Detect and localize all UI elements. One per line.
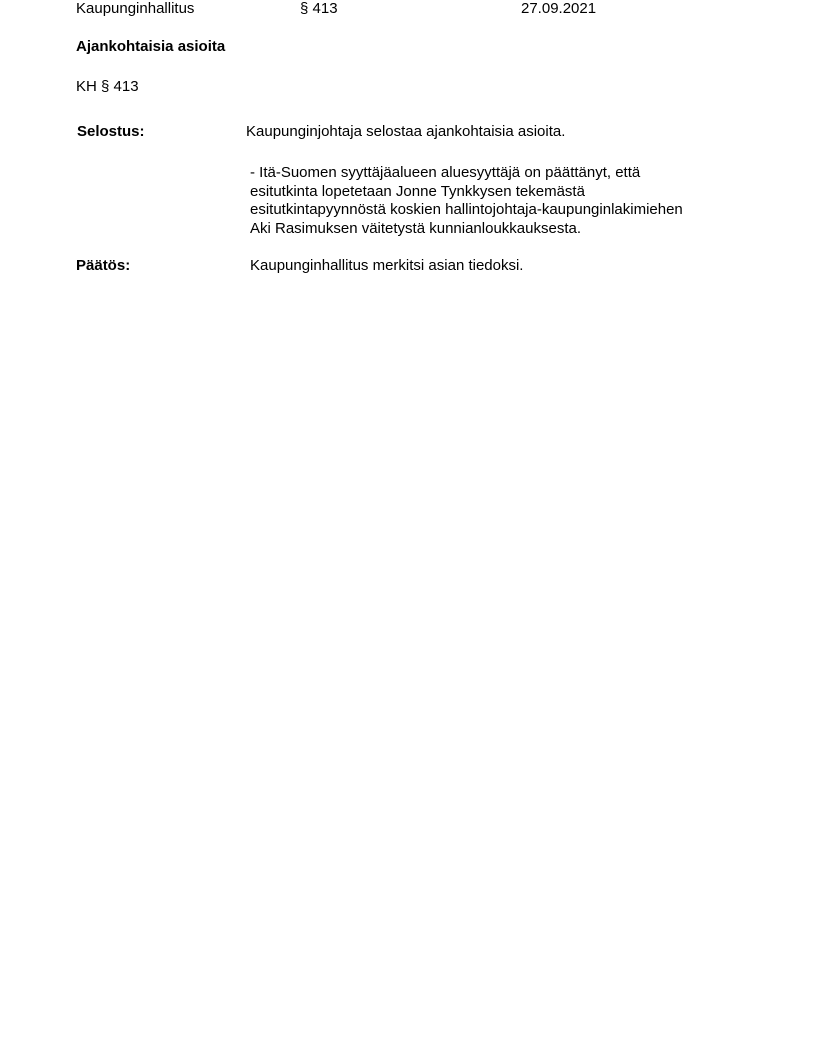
bullet-line: - Itä-Suomen syyttäjäalueen aluesyyttäjä on päättänyt, että <box>250 164 641 181</box>
header-section: § 413 <box>300 0 338 17</box>
header-date: 27.09.2021 <box>521 0 597 17</box>
selostus-label: Selostus: <box>77 123 145 140</box>
bullet-line: Aki Rasimuksen väitetystä kunnianloukkauksesta. <box>250 220 581 237</box>
item-reference: KH § 413 <box>76 78 139 95</box>
paatos-text: Kaupunginhallitus merkitsi asian tiedoksi. <box>250 257 524 274</box>
item-title: Ajankohtaisia asioita <box>76 38 226 55</box>
bullet-line: esitutkinta lopetetaan Jonne Tynkkysen tekemästä <box>250 183 585 200</box>
header-body-name: Kaupunginhallitus <box>76 0 195 17</box>
selostus-intro: Kaupunginjohtaja selostaa ajankohtaisia asioita. <box>246 123 566 140</box>
bullet-line: esitutkintapyynnöstä koskien hallintojohtaja-kaupunginlakimiehen <box>250 201 683 218</box>
paatos-label: Päätös: <box>76 257 131 274</box>
